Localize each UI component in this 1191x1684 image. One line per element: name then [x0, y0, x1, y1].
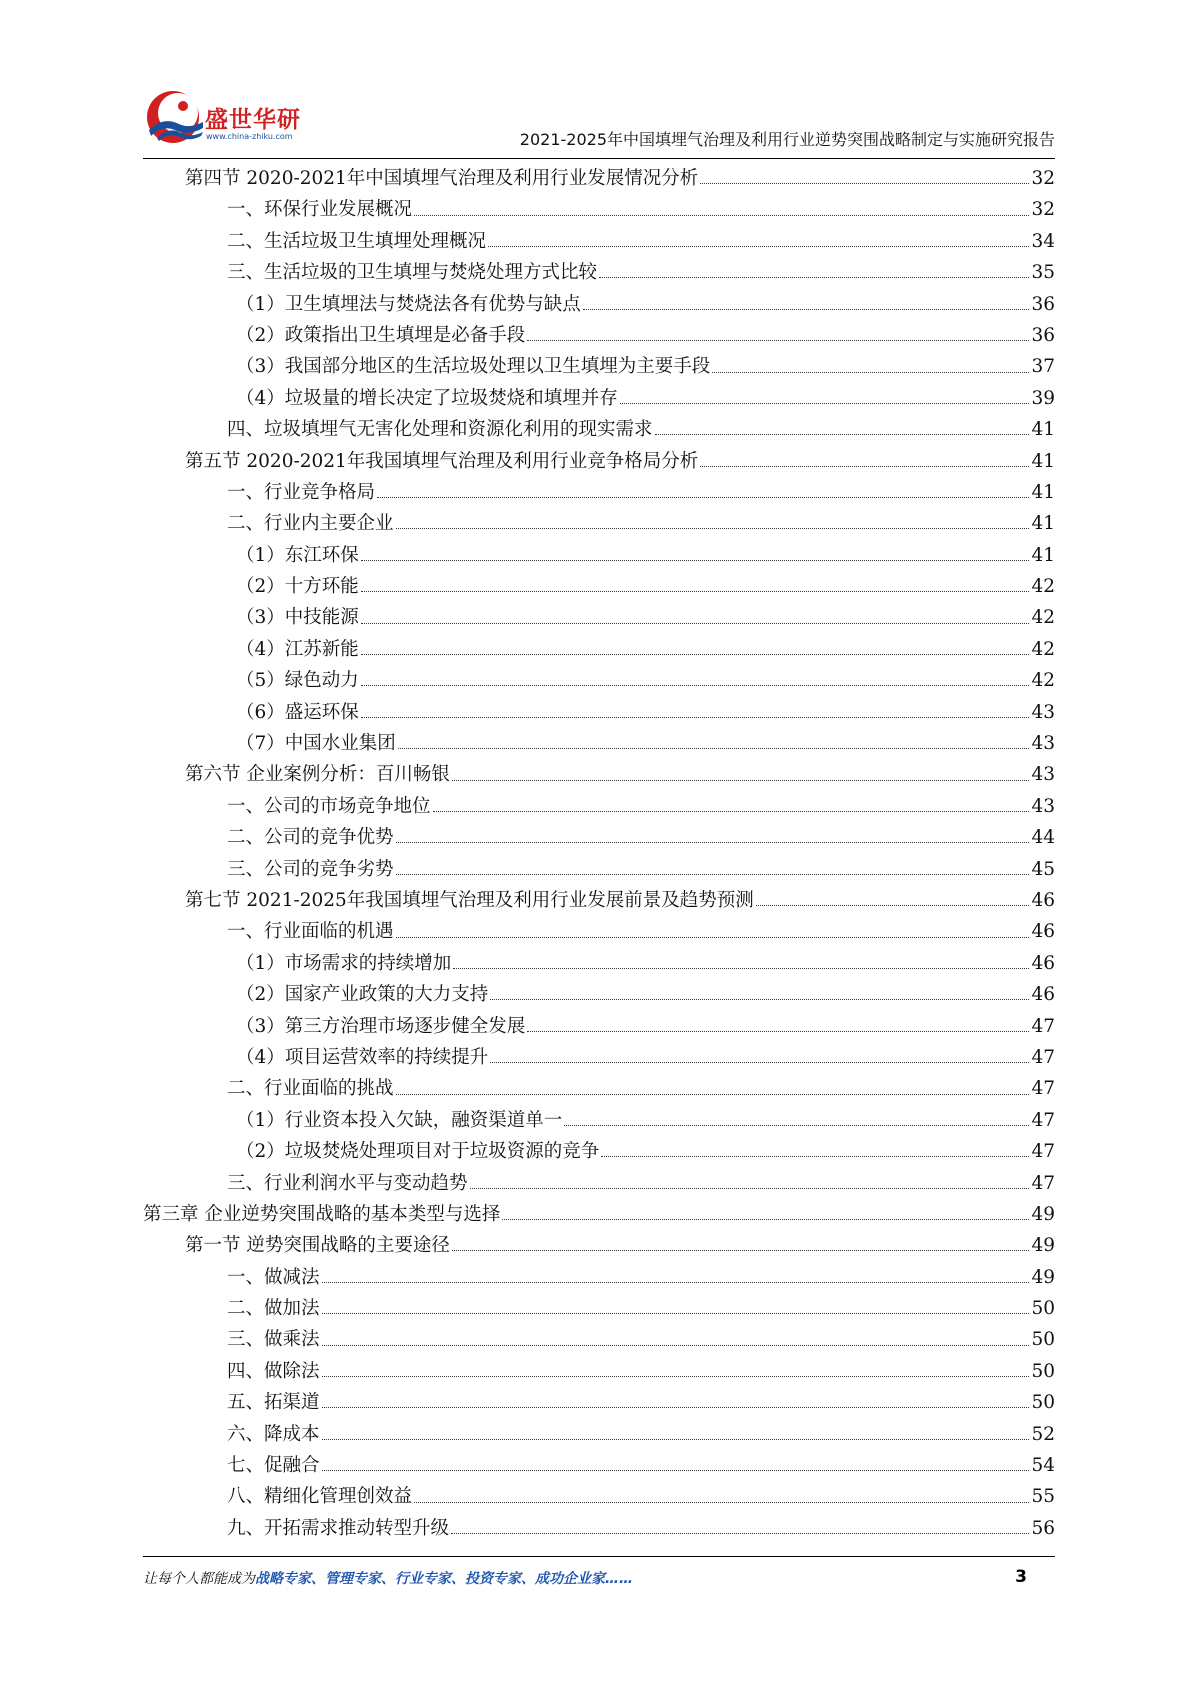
toc-entry-page: 35: [1031, 262, 1055, 284]
toc-entry-page: 50: [1031, 1360, 1055, 1382]
toc-entry-title: 三、生活垃圾的卫生填埋与焚烧处理方式比较: [227, 262, 598, 284]
toc-dot-leader: [453, 968, 1029, 969]
toc-entry-page: 32: [1031, 199, 1055, 221]
toc-dot-leader: [502, 1219, 1029, 1220]
toc-entry-title: 二、做加法: [227, 1298, 320, 1320]
toc-entry[interactable]: [143, 1230, 1055, 1261]
toc-dot-leader: [361, 685, 1030, 686]
toc-entry-title: 二、生活垃圾卫生填埋处理概况: [227, 230, 487, 252]
toc-dot-leader: [396, 1094, 1030, 1095]
toc-entry-title: 一、公司的市场竞争地位: [227, 795, 431, 817]
toc-dot-leader: [322, 1313, 1030, 1314]
toc-entry-page: 54: [1031, 1455, 1055, 1477]
toc-entry-page: 47: [1031, 1172, 1055, 1194]
toc-entry-page: 43: [1031, 795, 1055, 817]
toc-dot-leader: [414, 215, 1029, 216]
toc-entry-page: 46: [1031, 921, 1055, 943]
toc-entry-page: 49: [1031, 1266, 1055, 1288]
toc-entry[interactable]: [143, 226, 1055, 257]
footer-slogan-lead: 让每个人都能成为: [143, 1571, 255, 1587]
page-number: 3: [1015, 1567, 1027, 1587]
toc-entry[interactable]: [143, 383, 1055, 414]
toc-dot-leader: [322, 1282, 1030, 1283]
toc-entry[interactable]: [143, 916, 1055, 947]
toc-entry-page: 43: [1031, 701, 1055, 723]
toc-entry-page: 50: [1031, 1329, 1055, 1351]
toc-dot-leader: [414, 1502, 1029, 1503]
toc-entry-page: 41: [1031, 481, 1055, 503]
toc-entry-page: 37: [1031, 356, 1055, 378]
toc-entry-page: 32: [1031, 168, 1055, 189]
toc-entry[interactable]: [143, 446, 1055, 477]
toc-entry[interactable]: [143, 791, 1055, 822]
toc-dot-leader: [398, 748, 1030, 749]
toc-entry-title: 一、行业竞争格局: [227, 481, 376, 503]
toc-entry-title: （2）十方环能: [236, 576, 359, 598]
toc-entry[interactable]: [143, 257, 1055, 288]
toc-dot-leader: [322, 1470, 1030, 1471]
toc-dot-leader: [322, 1345, 1030, 1346]
toc-dot-leader: [583, 309, 1030, 310]
toc-entry[interactable]: [143, 320, 1055, 351]
toc-entry-page: 34: [1031, 230, 1055, 252]
toc-entry-title: 第四节 2020-2021年中国填埋气治理及利用行业发展情况分析: [185, 168, 699, 189]
toc-entry-title: 三、公司的竞争劣势: [227, 858, 394, 880]
toc-entry-title: 第一节 逆势突围战略的主要途径: [185, 1235, 450, 1257]
toc-entry-page: 47: [1031, 1141, 1055, 1163]
toc-entry-page: 41: [1031, 419, 1055, 441]
toc-entry[interactable]: [143, 351, 1055, 382]
toc-entry-page: 47: [1031, 1109, 1055, 1131]
toc-entry[interactable]: [143, 1481, 1055, 1512]
toc-entry-page: 39: [1031, 387, 1055, 409]
toc-dot-leader: [377, 497, 1029, 498]
toc-entry[interactable]: [143, 571, 1055, 602]
toc-entry-title: （1）卫生填埋法与焚烧法各有优势与缺点: [236, 293, 581, 315]
toc-dot-leader: [601, 1156, 1029, 1157]
toc-entry-page: 45: [1031, 858, 1055, 880]
toc-entry-title: 二、行业面临的挑战: [227, 1078, 394, 1100]
toc-entry-title: 第三章 企业逆势突围战略的基本类型与选择: [143, 1203, 501, 1225]
toc-entry-page: 47: [1031, 1078, 1055, 1100]
toc-entry[interactable]: [143, 854, 1055, 885]
toc-dot-leader: [396, 528, 1030, 529]
toc-entry[interactable]: [143, 1356, 1055, 1387]
toc-dot-leader: [564, 1125, 1029, 1126]
toc-entry[interactable]: [143, 1324, 1055, 1355]
toc-entry[interactable]: [143, 1136, 1055, 1167]
toc-entry-page: 43: [1031, 733, 1055, 755]
toc-entry-page: 46: [1031, 952, 1055, 974]
toc-entry[interactable]: [143, 979, 1055, 1010]
page-header: [143, 84, 1055, 154]
toc-entry-title: 四、垃圾填埋气无害化处理和资源化利用的现实需求: [227, 419, 653, 441]
footer-divider: [143, 1556, 1055, 1557]
toc-entry[interactable]: [143, 665, 1055, 696]
toc-entry[interactable]: [143, 1011, 1055, 1042]
toc-entry-title: （3）中技能源: [236, 607, 359, 629]
toc-entry-title: （2）国家产业政策的大力支持: [236, 984, 489, 1006]
toc-entry-page: 52: [1031, 1423, 1055, 1445]
toc-entry-page: 50: [1031, 1392, 1055, 1414]
toc-entry[interactable]: [143, 885, 1055, 916]
toc-entry[interactable]: [143, 508, 1055, 539]
toc-entry[interactable]: [143, 289, 1055, 320]
toc-entry[interactable]: [143, 1293, 1055, 1324]
toc-dot-leader: [452, 780, 1030, 781]
toc-dot-leader: [655, 434, 1030, 435]
toc-dot-leader: [620, 403, 1030, 404]
toc-entry-page: 36: [1031, 324, 1055, 346]
logo-name: 盛世华研: [205, 107, 301, 133]
toc-entry[interactable]: [143, 759, 1055, 790]
toc-entry-title: 六、降成本: [227, 1423, 320, 1445]
toc-entry[interactable]: [143, 1105, 1055, 1136]
toc-entry[interactable]: [143, 1513, 1055, 1544]
toc-entry[interactable]: [143, 697, 1055, 728]
toc-entry-title: 三、做乘法: [227, 1329, 320, 1351]
toc-dot-leader: [599, 277, 1029, 278]
toc-dot-leader: [470, 1188, 1030, 1189]
toc-entry-page: 47: [1031, 1046, 1055, 1068]
toc-entry-title: （3）我国部分地区的生活垃圾处理以卫生填埋为主要手段: [236, 356, 711, 378]
toc-entry[interactable]: [143, 1168, 1055, 1199]
toc-dot-leader: [700, 183, 1029, 184]
toc-entry-page: 41: [1031, 450, 1055, 472]
toc-entry-title: 一、做减法: [227, 1266, 320, 1288]
toc-dot-leader: [527, 340, 1029, 341]
header-divider: [143, 158, 1055, 159]
toc-dot-leader: [361, 717, 1030, 718]
toc-entry[interactable]: [143, 822, 1055, 853]
toc-entry-title: 第六节 企业案例分析：百川畅银: [185, 764, 450, 786]
toc-entry-title: （1）行业资本投入欠缺，融资渠道单一: [236, 1109, 563, 1131]
toc-entry-title: （4）江苏新能: [236, 638, 359, 660]
toc-entry-title: （4）垃圾量的增长决定了垃圾焚烧和填埋并存: [236, 387, 618, 409]
toc-entry-title: （1）东江环保: [236, 544, 359, 566]
logo-emblem-icon: [143, 86, 207, 148]
toc-entry-title: （2）政策指出卫生填埋是必备手段: [236, 324, 526, 346]
report-title: 2021-2025年中国填埋气治理及利用行业逆势突围战略制定与实施研究报告: [519, 130, 1055, 149]
toc-entry[interactable]: [143, 163, 1055, 194]
toc-entry-title: 第七节 2021-2025年我国填埋气治理及利用行业发展前景及趋势预测: [185, 889, 754, 911]
toc-entry[interactable]: [143, 1199, 1055, 1230]
toc-dot-leader: [490, 999, 1029, 1000]
logo-url: www.china-zhiku.com: [206, 132, 293, 141]
toc-entry[interactable]: [143, 1073, 1055, 1104]
toc-entry-page: 55: [1031, 1486, 1055, 1508]
toc-entry-title: 八、精细化管理创效益: [227, 1486, 413, 1508]
toc-entry[interactable]: [143, 1262, 1055, 1293]
toc-entry-page: 49: [1031, 1203, 1055, 1225]
toc-dot-leader: [527, 1031, 1029, 1032]
toc-entry-page: 42: [1031, 607, 1055, 629]
toc-entry-page: 36: [1031, 293, 1055, 315]
toc-entry-page: 50: [1031, 1298, 1055, 1320]
toc-dot-leader: [396, 937, 1030, 938]
toc-entry-page: 42: [1031, 670, 1055, 692]
toc-entry[interactable]: [143, 194, 1055, 225]
toc-dot-leader: [433, 811, 1030, 812]
toc-dot-leader: [396, 874, 1030, 875]
toc-entry-title: （1）市场需求的持续增加: [236, 952, 452, 974]
toc-dot-leader: [322, 1439, 1030, 1440]
toc-entry[interactable]: [143, 1387, 1055, 1418]
toc-dot-leader: [322, 1376, 1030, 1377]
toc-entry-title: 三、行业利润水平与变动趋势: [227, 1172, 468, 1194]
toc-entry[interactable]: [143, 414, 1055, 445]
toc-entry[interactable]: [143, 602, 1055, 633]
toc-dot-leader: [322, 1407, 1030, 1408]
toc-entry[interactable]: [143, 540, 1055, 571]
toc-entry-title: 一、行业面临的机遇: [227, 921, 394, 943]
toc-dot-leader: [451, 1533, 1029, 1534]
toc-dot-leader: [361, 623, 1030, 624]
toc-entry-page: 49: [1031, 1235, 1055, 1257]
toc-dot-leader: [700, 466, 1029, 467]
toc-entry-title: （7）中国水业集团: [236, 733, 396, 755]
toc-entry-title: （6）盛运环保: [236, 701, 359, 723]
toc-entry-title: 五、拓渠道: [227, 1392, 320, 1414]
toc-entry-title: 二、公司的竞争优势: [227, 827, 394, 849]
toc-entry-title: 一、环保行业发展概况: [227, 199, 413, 221]
toc-entry[interactable]: [143, 1450, 1055, 1481]
toc-entry-page: 41: [1031, 513, 1055, 535]
toc-entry-page: 47: [1031, 1015, 1055, 1037]
toc-dot-leader: [361, 591, 1030, 592]
toc-dot-leader: [756, 905, 1030, 906]
company-logo: [143, 84, 323, 154]
table-of-contents: [143, 163, 1055, 1544]
toc-entry-title: （2）垃圾焚烧处理项目对于垃圾资源的竞争: [236, 1141, 600, 1163]
toc-dot-leader: [452, 1250, 1030, 1251]
toc-entry[interactable]: [143, 948, 1055, 979]
page-footer: [143, 1568, 1055, 1600]
toc-entry-title: （3）第三方治理市场逐步健全发展: [236, 1015, 526, 1037]
toc-entry-title: （4）项目运营效率的持续提升: [236, 1046, 489, 1068]
toc-entry[interactable]: [143, 1419, 1055, 1450]
toc-entry-page: 42: [1031, 576, 1055, 598]
toc-entry-page: 56: [1031, 1517, 1055, 1539]
toc-entry[interactable]: [143, 1042, 1055, 1073]
toc-entry-page: 46: [1031, 889, 1055, 911]
toc-dot-leader: [488, 246, 1029, 247]
toc-entry-page: 43: [1031, 764, 1055, 786]
footer-slogan-highlight: 战略专家、管理专家、行业专家、投资专家、成功企业家……: [255, 1571, 633, 1587]
toc-entry-page: 46: [1031, 984, 1055, 1006]
toc-entry[interactable]: [143, 634, 1055, 665]
toc-dot-leader: [361, 654, 1030, 655]
toc-entry-title: 四、做除法: [227, 1360, 320, 1382]
toc-dot-leader: [712, 372, 1029, 373]
toc-entry-title: （5）绿色动力: [236, 670, 359, 692]
toc-dot-leader: [490, 1062, 1029, 1063]
toc-entry-title: 七、促融合: [227, 1455, 320, 1477]
toc-entry-page: 41: [1031, 544, 1055, 566]
toc-dot-leader: [361, 560, 1030, 561]
toc-entry-page: 44: [1031, 827, 1055, 849]
toc-entry[interactable]: [143, 728, 1055, 759]
toc-entry-page: 42: [1031, 638, 1055, 660]
toc-dot-leader: [396, 842, 1030, 843]
toc-entry-title: 第五节 2020-2021年我国填埋气治理及利用行业竞争格局分析: [185, 450, 699, 472]
toc-entry-title: 二、行业内主要企业: [227, 513, 394, 535]
toc-entry-title: 九、开拓需求推动转型升级: [227, 1517, 450, 1539]
toc-entry[interactable]: [143, 477, 1055, 508]
